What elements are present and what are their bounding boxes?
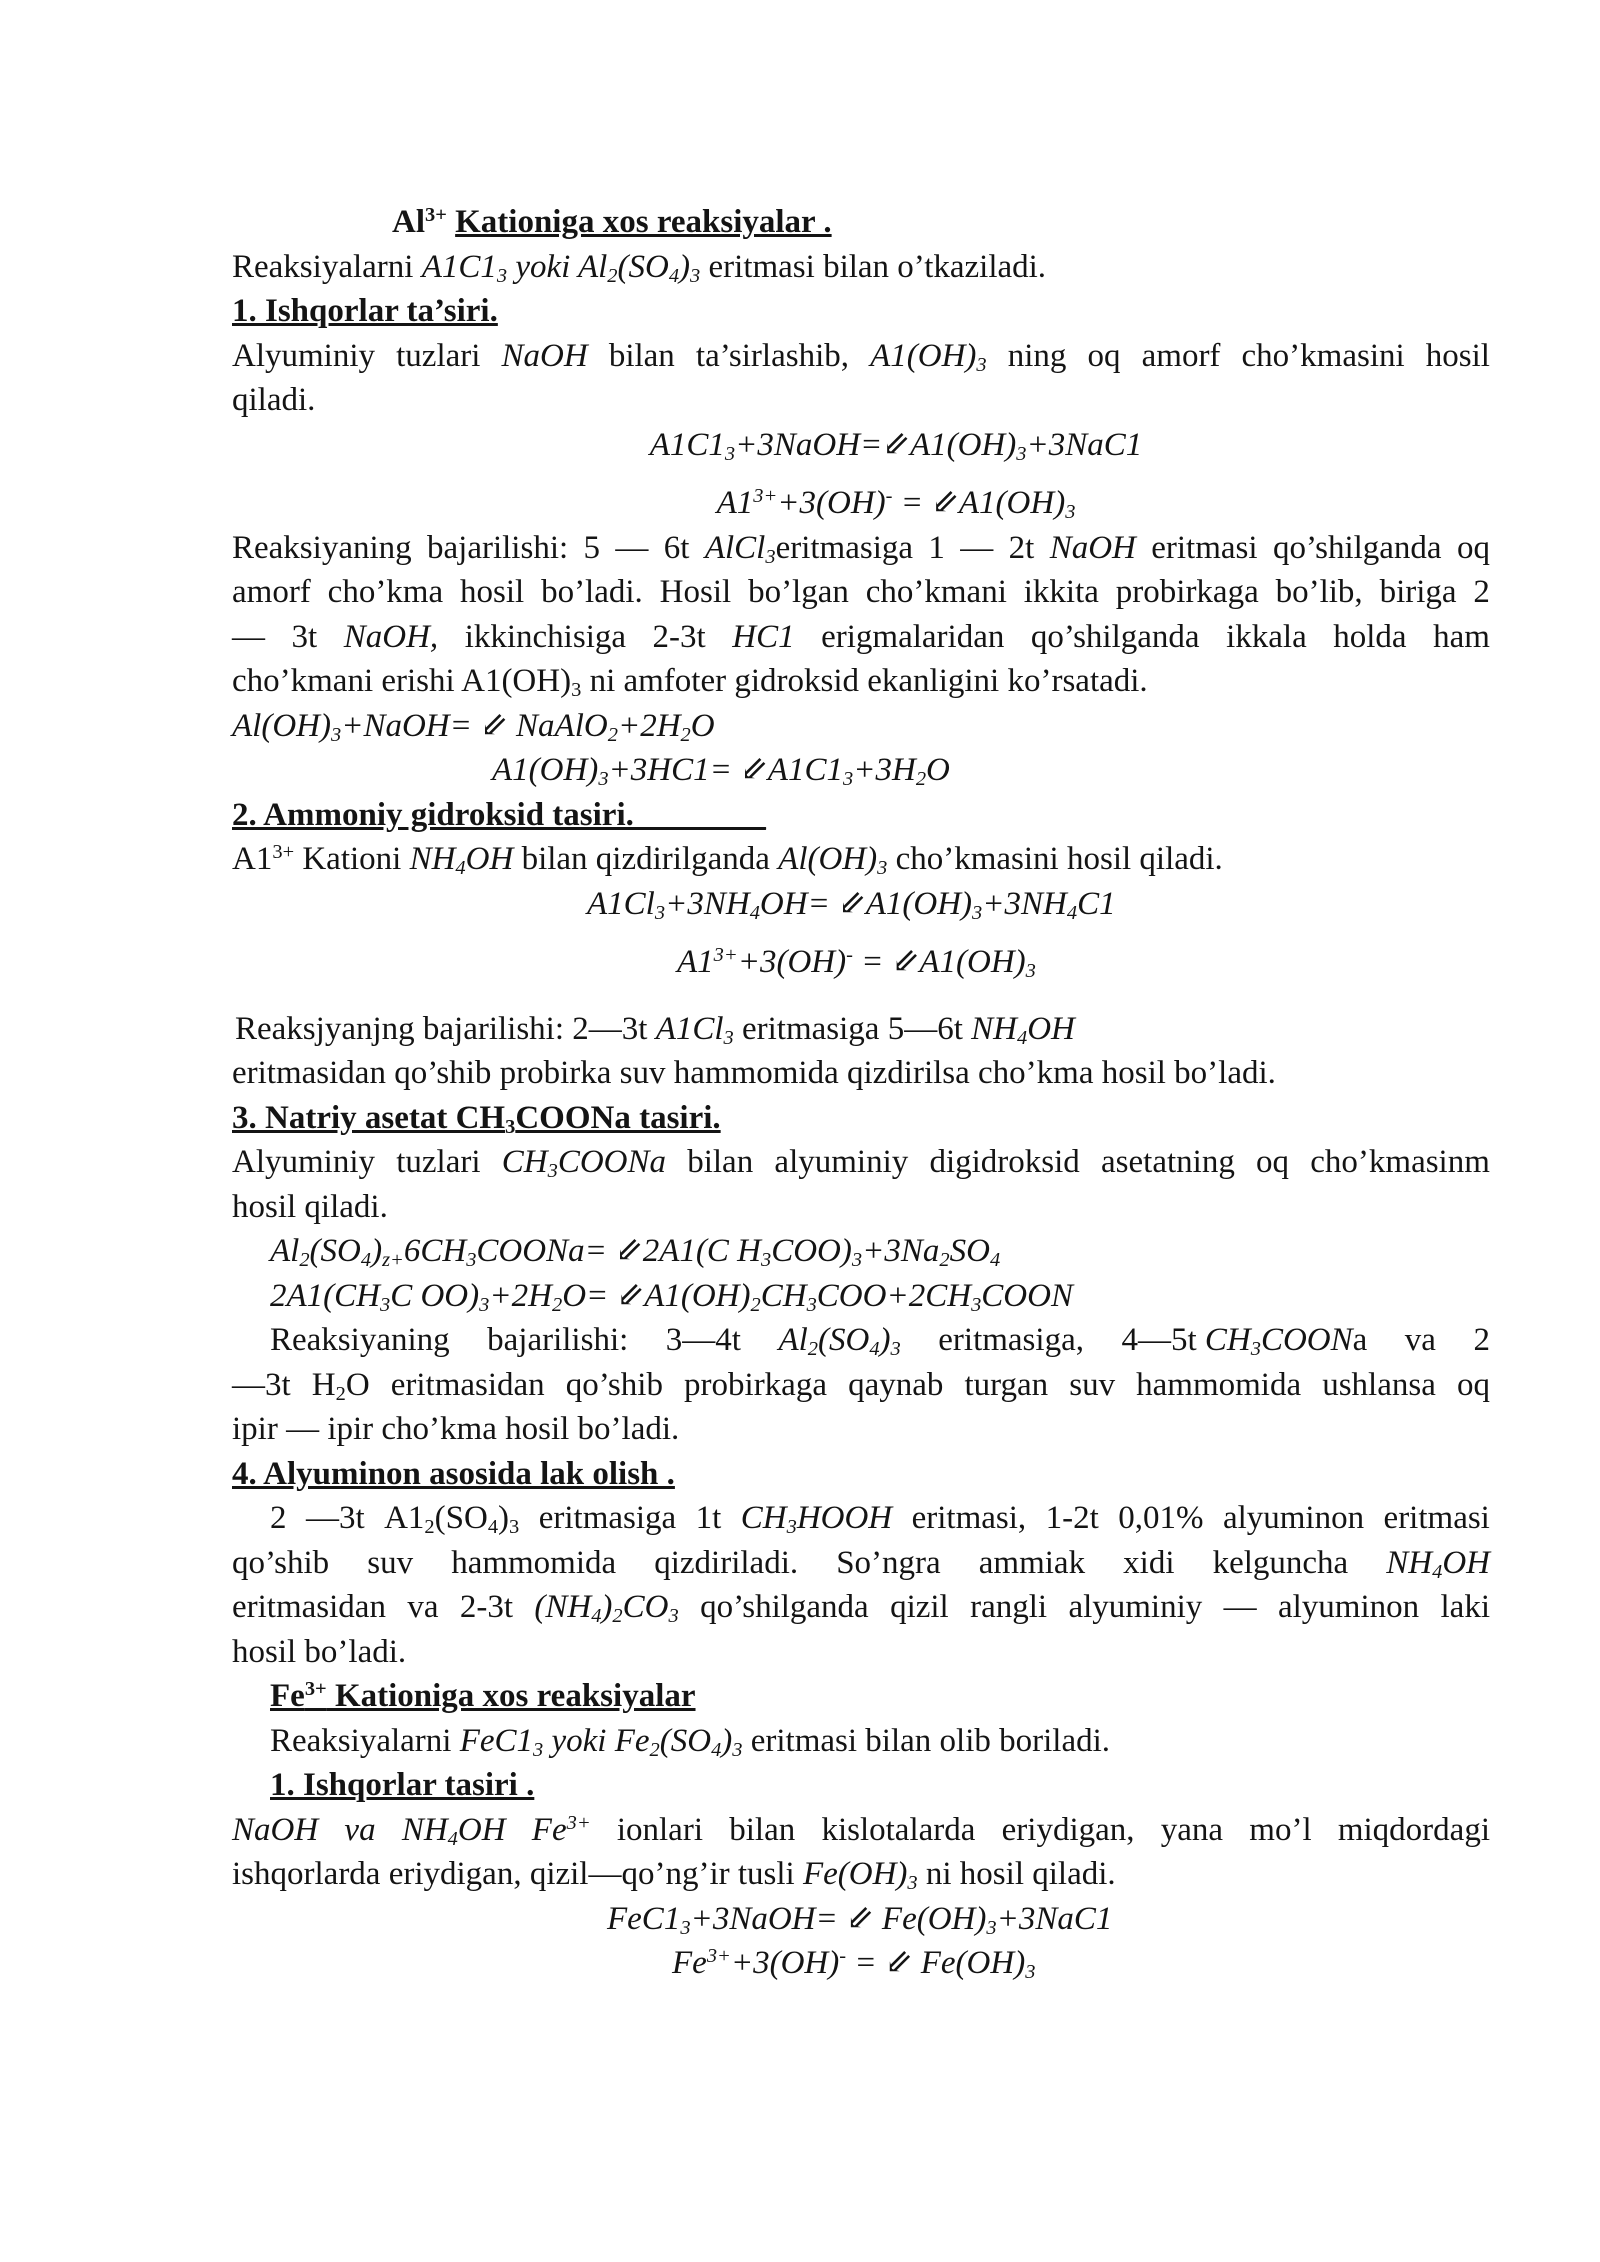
- al-eq5: $A1Cl_3+3NH_4OH=$ $⇙A1(OH)_3+3NH_4C1$: [587, 885, 1116, 924]
- al-intro: Reaksiyalarni $A1C1_3$ yoki $Al_2(SO_4)_3$ eritmasi bilan o’tkaziladi.: [232, 248, 1047, 287]
- al-s1-p4: amorf cho’kma hosil bo’ladi. Hosil bo’lgan cho’kmani ikkita probirkaga bo’lib, biriga 2: [232, 574, 1490, 610]
- al-sec4: 4. Alyuminon asosida lak olish .: [232, 1455, 675, 1492]
- fe-sec1: 1. Ishqorlar tasiri .: [270, 1767, 535, 1803]
- al-s4-p2: qo’shib suv hammomida qizdiriladi. So’ngra ammiak xidi kelguncha $NH_4OH$: [232, 1544, 1490, 1583]
- al-s1-p6: cho’kmani erishi $A1(OH)_3$ ni amfoter gidroksid ekanligini ko’rsatadi.: [232, 663, 1148, 702]
- al-s4-p4: hosil bo’ladi.: [232, 1633, 407, 1670]
- fe-eq2: $Fe^{3+}+3(OH)^-$ = ⇙ $Fe(OH)_3$: [672, 1944, 1036, 1984]
- al-eq1: $A1C1_3+3NaOH=⇙A1(OH)_3+3NaC1$: [649, 426, 1143, 465]
- fe-s1-p1: NaOH va $NH_4OH$ $Fe^{3+}$ ionlari bilan kislotalarda eriydigan, yana mo’l miqdordagi: [232, 1811, 1490, 1850]
- al-s3-p2: hosil qiladi.: [232, 1188, 388, 1225]
- title-fe: $Fe^{3+}$ Kationiga xos reaksiyalar: [270, 1677, 696, 1714]
- gap-a: [232, 467, 1490, 481]
- title-al: $Al^{3+}$ Kationiga xos reaksiyalar .: [392, 203, 832, 240]
- al-sec1: 1. Ishqorlar ta’siri.: [232, 293, 498, 329]
- al-s1-p1: Alyuminiy tuzlari NaOH bilan ta’sirlashib, $A1(OH)_3$ ning oq amorf cho’kmasini hosil: [232, 337, 1490, 376]
- al-s3-p1: Alyuminiy tuzlari $CH_3COONa$ bilan alyuminiy digidroksid asetatning oq cho’kmasinm: [232, 1144, 1490, 1183]
- gap-b: [232, 926, 1490, 940]
- al-s3-p4: —3t $H_2O$ eritmasidan qo’shib probirkaga qaynab turgan suv hammomida ushlansa oq: [232, 1366, 1490, 1405]
- fe-intro: Reaksiyalarni $FeC1_3$ yoki $Fe_2(SO_4)_3$ eritmasi bilan olib boriladi.: [270, 1722, 1111, 1761]
- al-s4-p1: 2 —3t $A1_2(SO_4)_3$ eritmasiga 1t $CH_3HOOH$ eritmasi, 1-2t 0,01% alyuminon eritmasi: [270, 1500, 1490, 1539]
- fe-s1-p2: ishqorlarda eriydigan, qizil—qo’ng’ir tusli $Fe(OH)_3$ ni hosil qiladi.: [232, 1856, 1116, 1895]
- al-s3-p5: ipir — ipir cho’kma hosil bo’ladi.: [232, 1411, 680, 1447]
- al-sec2: 2. Ammoniy gidroksid tasiri.________: [232, 796, 766, 833]
- al-s1-p3: Reaksiyaning bajarilishi: 5 — 6t AlCl$_3$eritmasiga 1 — 2t NaOH eritmasi qo’shilganda oq: [232, 529, 1490, 568]
- al-eq7: $Al_2(SO_4)_{z+}6CH_3COONa=$ ⇙2A1(C $H_3COO)_3+3Na_2SO_4$: [270, 1233, 1001, 1272]
- al-eq8: $2A1(CH_3C$ $OO)_3+2H_2O=$ $⇙A1(OH)_2CH_3COO+2CH_3COON$: [270, 1277, 1073, 1316]
- al-sec3: 3. Natriy asetat $CH_3COONa$ tasiri.: [232, 1099, 721, 1138]
- al-eq2: $A1^{3+}+3(OH)^-$ = $⇙A1(OH)_3$: [716, 484, 1076, 524]
- al-eq3: $Al(OH)_3+NaOH=$ ⇙ $NaAlO_2+2H_2O$: [232, 707, 715, 746]
- al-s2-p1: $A1^{3+}$ Kationi $NH_4OH$ bilan qizdirilganda $Al(OH)_3$ cho’kmasini hosil qiladi.: [232, 840, 1223, 880]
- al-s2-p2: Reaksjyanjng bajarilishi: 2—3t $A1Cl_3$ eritmasiga 5—6t $NH_4OH$: [235, 1010, 1075, 1049]
- al-s1-p5: — 3t NaOH, ikkinchisiga 2-3t HC1 erigmalaridan qo’shilganda ikkala holda ham: [232, 618, 1490, 655]
- al-s3-p3: Reaksiyaning bajarilishi: 3—4t $Al_2(SO_4)_3$ eritmasiga, 4—5t $CH_3COONa$ va 2: [270, 1322, 1490, 1361]
- al-s2-p3: eritmasidan qo’shib probirka suv hammomida qizdirilsa cho’kma hosil bo’ladi.: [232, 1055, 1276, 1091]
- fe-eq1: $FeC1_3+3NaOH=$ ⇙ $Fe(OH)_3+3NaC1$: [607, 1900, 1113, 1939]
- al-s1-p2: qiladi.: [232, 382, 316, 418]
- gap-c: [232, 985, 1490, 1007]
- al-s4-p3: eritmasidan va 2-3t $(NH_4)_2CO_3$ qo’shilganda qizil rangli alyuminiy — alyuminon laki: [232, 1589, 1490, 1628]
- al-eq4: $A1(OH)_3+3HC1=$ $⇙A1C1_3+3H_2O$: [492, 752, 950, 791]
- al-eq6: $A1^{3+}+3(OH)^-$ = $⇙A1(OH)_3$: [677, 943, 1036, 983]
